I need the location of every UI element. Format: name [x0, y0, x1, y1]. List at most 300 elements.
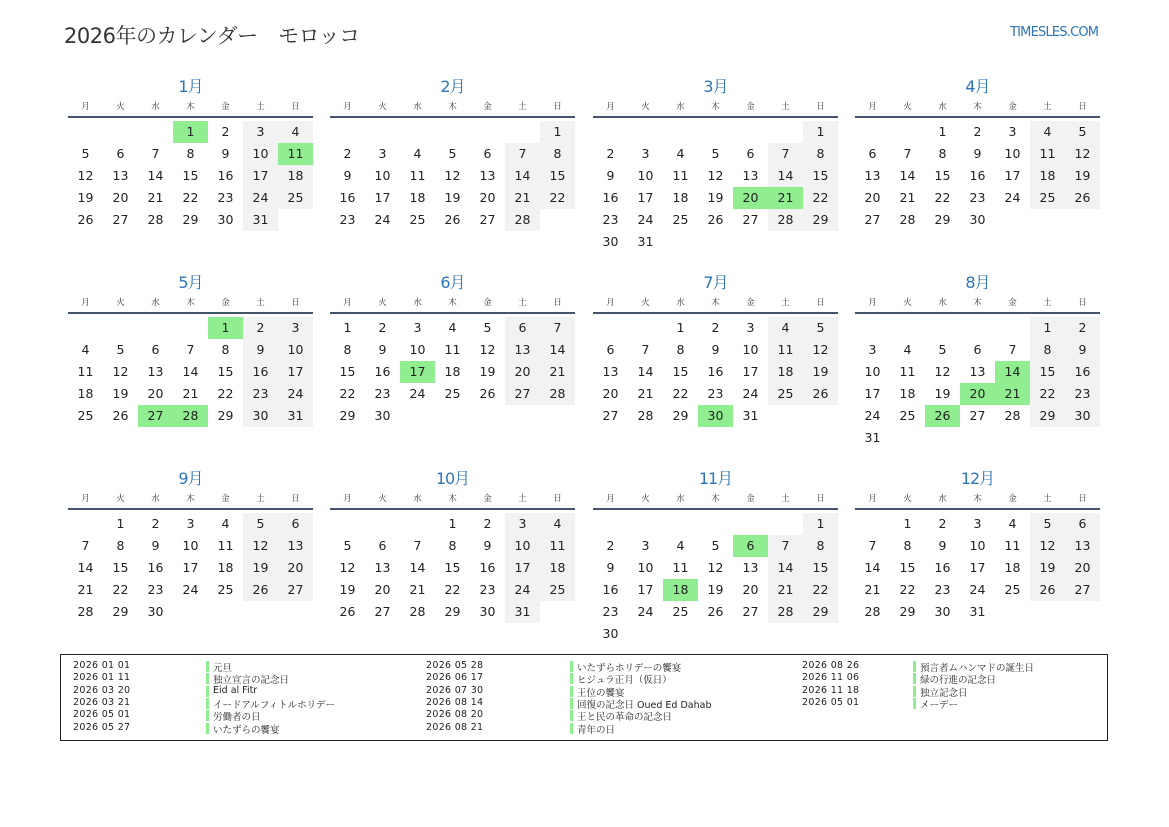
day-cell: 18 — [444, 364, 461, 379]
weekday-header: 火 — [903, 298, 912, 308]
day-cell: 12 — [803, 339, 838, 361]
month-name: 4月 — [965, 77, 990, 96]
day-cell: 30 — [969, 212, 986, 227]
weekday-header: 日 — [553, 494, 562, 504]
day-cell: 12 — [934, 364, 951, 379]
day-cell: 31 — [864, 430, 881, 445]
weekday-header: 木 — [711, 494, 720, 504]
day-cell: 30 — [934, 604, 951, 619]
month-name: 12月 — [960, 469, 995, 488]
day-cell: 6 — [868, 146, 877, 161]
day-cell: 25 — [672, 604, 689, 619]
day-cell: 2 — [1065, 317, 1100, 339]
day-cell: 22 — [540, 187, 575, 209]
month-name: 9月 — [178, 469, 203, 488]
day-cell: 12 — [707, 168, 724, 183]
weekday-header: 木 — [186, 494, 195, 504]
holiday-marker — [570, 673, 573, 684]
day-cell: 29 — [339, 408, 356, 423]
weekday-header: 木 — [973, 494, 982, 504]
day-cell: 9 — [938, 538, 947, 553]
weekday-header: 火 — [116, 494, 125, 504]
day-cell: 2 — [711, 320, 720, 335]
day-cell: 29 — [182, 212, 199, 227]
weekday-header: 土 — [1043, 298, 1052, 308]
day-cell: 3 — [378, 146, 387, 161]
weekday-header: 月 — [81, 102, 90, 112]
weekday-header: 月 — [606, 494, 615, 504]
holiday-name: 独立宣言の記念日 — [213, 675, 290, 687]
day-cell: 27 — [742, 212, 759, 227]
day-cell: 10 — [243, 143, 278, 165]
weekday-header: 日 — [816, 102, 825, 112]
site-link[interactable]: TIMESLES.COM — [1010, 25, 1099, 40]
day-cell: 1 — [903, 516, 912, 531]
month-name: 1月 — [178, 77, 203, 96]
day-cell: 31 — [243, 209, 278, 231]
holiday-date: 2026 03 20 — [73, 684, 131, 696]
day-cell: 22 — [339, 386, 356, 401]
weekday-header: 土 — [518, 102, 527, 112]
weekday-header: 金 — [746, 298, 755, 308]
day-cell: 26 — [77, 212, 94, 227]
holiday-date: 2026 01 11 — [73, 672, 131, 684]
day-cell: 17 — [742, 364, 759, 379]
day-cell: 12 — [479, 342, 496, 357]
day-cell: 15 — [899, 560, 916, 575]
day-cell: 26 — [339, 604, 356, 619]
day-cell: 22 — [112, 582, 129, 597]
day-cell: 30 — [243, 405, 278, 427]
day-cell: 17 — [505, 557, 540, 579]
day-cell: 25 — [540, 579, 575, 601]
weekday-header: 木 — [448, 298, 457, 308]
month-block — [855, 74, 1100, 264]
day-cell: 4 — [1008, 516, 1017, 531]
day-cell: 24 — [374, 212, 391, 227]
month-divider — [68, 312, 313, 314]
weekday-header: 水 — [413, 102, 422, 112]
day-cell: 7 — [641, 342, 650, 357]
day-cell: 10 — [637, 168, 654, 183]
day-cell: 16 — [602, 582, 619, 597]
holiday-cell: 14 — [995, 361, 1030, 383]
day-cell: 11 — [768, 339, 803, 361]
month-block — [593, 74, 838, 264]
day-cell: 18 — [1030, 165, 1065, 187]
day-cell: 1 — [803, 121, 838, 143]
page-title: 2026年のカレンダー モロッコ — [64, 24, 360, 48]
day-cell: 20 — [374, 582, 391, 597]
holiday-name: いたずらの饗宴 — [213, 724, 280, 736]
day-cell: 5 — [711, 146, 720, 161]
day-cell: 28 — [864, 604, 881, 619]
day-cell: 6 — [116, 146, 125, 161]
day-cell: 18 — [409, 190, 426, 205]
holiday-legend — [60, 654, 1108, 741]
weekday-header: 木 — [448, 102, 457, 112]
day-cell: 10 — [505, 535, 540, 557]
day-cell: 23 — [1065, 383, 1100, 405]
weekday-header: 日 — [291, 298, 300, 308]
day-cell: 30 — [602, 234, 619, 249]
holiday-name: 緑の行進の記念日 — [920, 675, 997, 687]
day-cell: 11 — [540, 535, 575, 557]
day-cell: 15 — [112, 560, 129, 575]
month-block — [68, 466, 313, 656]
day-cell: 19 — [1065, 165, 1100, 187]
holiday-date: 2026 08 20 — [426, 709, 484, 721]
month-name: 8月 — [965, 273, 990, 292]
day-cell: 9 — [973, 146, 982, 161]
weekday-header: 月 — [81, 494, 90, 504]
day-cell: 5 — [448, 146, 457, 161]
holiday-cell: 1 — [173, 121, 208, 143]
weekday-header: 金 — [483, 298, 492, 308]
weekday-header: 水 — [938, 102, 947, 112]
day-cell: 5 — [116, 342, 125, 357]
day-cell: 17 — [374, 190, 391, 205]
day-cell: 9 — [151, 538, 160, 553]
day-cell: 8 — [448, 538, 457, 553]
day-cell: 14 — [768, 557, 803, 579]
day-cell: 8 — [540, 143, 575, 165]
day-cell: 2 — [606, 538, 615, 553]
weekday-header: 月 — [868, 298, 877, 308]
day-cell: 2 — [378, 320, 387, 335]
month-divider — [330, 116, 575, 118]
month-name: 11月 — [698, 469, 733, 488]
day-cell: 30 — [602, 626, 619, 641]
day-cell: 8 — [938, 146, 947, 161]
day-cell: 14 — [147, 168, 164, 183]
day-cell: 5 — [243, 513, 278, 535]
day-cell: 6 — [746, 146, 755, 161]
weekday-header: 金 — [483, 494, 492, 504]
day-cell: 30 — [374, 408, 391, 423]
day-cell: 23 — [374, 386, 391, 401]
day-cell: 25 — [278, 187, 313, 209]
day-cell: 20 — [479, 190, 496, 205]
holiday-marker — [206, 698, 209, 709]
day-cell: 30 — [217, 212, 234, 227]
month-block — [593, 270, 838, 460]
day-cell: 16 — [969, 168, 986, 183]
day-cell: 3 — [1008, 124, 1017, 139]
day-cell: 29 — [112, 604, 129, 619]
day-cell: 13 — [278, 535, 313, 557]
holiday-marker — [206, 710, 209, 721]
day-cell: 5 — [343, 538, 352, 553]
day-cell: 18 — [899, 386, 916, 401]
holiday-name: Eid al Fitr — [213, 684, 258, 696]
day-cell: 12 — [444, 168, 461, 183]
day-cell: 21 — [147, 190, 164, 205]
holiday-cell: 11 — [278, 143, 313, 165]
day-cell: 2 — [221, 124, 230, 139]
holiday-cell: 21 — [995, 383, 1030, 405]
weekday-header: 月 — [606, 102, 615, 112]
day-cell: 9 — [606, 560, 615, 575]
weekday-header: 木 — [711, 298, 720, 308]
day-cell: 28 — [540, 383, 575, 405]
day-cell: 26 — [707, 212, 724, 227]
day-cell: 27 — [479, 212, 496, 227]
day-cell: 5 — [938, 342, 947, 357]
day-cell: 1 — [803, 513, 838, 535]
day-cell: 15 — [934, 168, 951, 183]
day-cell: 11 — [77, 364, 94, 379]
day-cell: 1 — [540, 121, 575, 143]
holiday-name: 王と民の革命の記念日 — [577, 712, 673, 724]
day-cell: 23 — [243, 383, 278, 405]
day-cell: 15 — [444, 560, 461, 575]
day-cell: 26 — [243, 579, 278, 601]
day-cell: 13 — [479, 168, 496, 183]
day-cell: 15 — [1030, 361, 1065, 383]
day-cell: 5 — [711, 538, 720, 553]
weekday-header: 土 — [781, 494, 790, 504]
holiday-cell: 18 — [663, 579, 698, 601]
day-cell: 17 — [637, 190, 654, 205]
weekday-header: 日 — [291, 102, 300, 112]
weekday-header: 木 — [973, 298, 982, 308]
weekday-header: 月 — [868, 102, 877, 112]
day-cell: 6 — [483, 146, 492, 161]
weekday-header: 土 — [781, 298, 790, 308]
weekday-header: 水 — [938, 298, 947, 308]
day-cell: 8 — [116, 538, 125, 553]
day-cell: 29 — [934, 212, 951, 227]
day-cell: 22 — [899, 582, 916, 597]
day-cell: 15 — [803, 165, 838, 187]
holiday-cell: 20 — [960, 383, 995, 405]
day-cell: 4 — [448, 320, 457, 335]
weekday-header: 火 — [903, 494, 912, 504]
month-name: 5月 — [178, 273, 203, 292]
day-cell: 28 — [1004, 408, 1021, 423]
day-cell: 4 — [413, 146, 422, 161]
month-divider — [855, 312, 1100, 314]
day-cell: 31 — [505, 601, 540, 623]
holiday-marker — [570, 661, 573, 672]
holiday-date: 2026 05 01 — [73, 709, 131, 721]
weekday-header: 火 — [641, 102, 650, 112]
day-cell: 31 — [278, 405, 313, 427]
day-cell: 30 — [1065, 405, 1100, 427]
month-divider — [593, 312, 838, 314]
day-cell: 13 — [374, 560, 391, 575]
day-cell: 28 — [768, 601, 803, 623]
day-cell: 9 — [483, 538, 492, 553]
month-divider — [593, 508, 838, 510]
day-cell: 21 — [864, 582, 881, 597]
weekday-header: 土 — [256, 102, 265, 112]
day-cell: 8 — [803, 535, 838, 557]
weekday-header: 火 — [641, 494, 650, 504]
day-cell: 20 — [1065, 557, 1100, 579]
day-cell: 27 — [1065, 579, 1100, 601]
month-divider — [593, 116, 838, 118]
day-cell: 3 — [278, 317, 313, 339]
day-cell: 7 — [768, 535, 803, 557]
day-cell: 8 — [803, 143, 838, 165]
day-cell: 10 — [637, 560, 654, 575]
day-cell: 21 — [505, 187, 540, 209]
day-cell: 4 — [676, 538, 685, 553]
month-divider — [68, 508, 313, 510]
day-cell: 3 — [746, 320, 755, 335]
holiday-date: 2026 05 28 — [426, 660, 484, 671]
day-cell: 4 — [903, 342, 912, 357]
day-cell: 14 — [899, 168, 916, 183]
day-cell: 7 — [81, 538, 90, 553]
day-cell: 19 — [112, 386, 129, 401]
day-cell: 11 — [444, 342, 461, 357]
day-cell: 19 — [243, 557, 278, 579]
day-cell: 24 — [637, 212, 654, 227]
day-cell: 8 — [186, 146, 195, 161]
day-cell: 2 — [973, 124, 982, 139]
day-cell: 11 — [1004, 538, 1021, 553]
day-cell: 19 — [1030, 557, 1065, 579]
day-cell: 8 — [903, 538, 912, 553]
day-cell: 4 — [768, 317, 803, 339]
day-cell: 10 — [409, 342, 426, 357]
holiday-name: 青年の日 — [577, 724, 616, 736]
day-cell: 29 — [444, 604, 461, 619]
day-cell: 28 — [147, 212, 164, 227]
holiday-name: 王位の饗宴 — [577, 687, 625, 699]
day-cell: 24 — [1004, 190, 1021, 205]
day-cell: 18 — [540, 557, 575, 579]
day-cell: 19 — [934, 386, 951, 401]
day-cell: 16 — [707, 364, 724, 379]
day-cell: 6 — [973, 342, 982, 357]
weekday-header: 水 — [676, 102, 685, 112]
day-cell: 19 — [77, 190, 94, 205]
day-cell: 27 — [374, 604, 391, 619]
day-cell: 21 — [409, 582, 426, 597]
weekday-header: 水 — [676, 298, 685, 308]
weekday-header: 月 — [343, 298, 352, 308]
weekday-header: 金 — [1008, 102, 1017, 112]
weekday-header: 木 — [186, 102, 195, 112]
day-cell: 1 — [1030, 317, 1065, 339]
day-cell: 18 — [768, 361, 803, 383]
holiday-cell: 30 — [698, 405, 733, 427]
day-cell: 8 — [343, 342, 352, 357]
day-cell: 15 — [803, 557, 838, 579]
holiday-date: 2026 08 14 — [426, 696, 484, 708]
holiday-cell: 20 — [733, 187, 768, 209]
month-divider — [330, 508, 575, 510]
day-cell: 12 — [112, 364, 129, 379]
holiday-name: メーデー — [920, 699, 959, 711]
day-cell: 19 — [479, 364, 496, 379]
day-cell: 24 — [742, 386, 759, 401]
day-cell: 18 — [278, 165, 313, 187]
weekday-header: 水 — [676, 494, 685, 504]
weekday-header: 土 — [256, 494, 265, 504]
day-cell: 26 — [803, 383, 838, 405]
weekday-header: 日 — [816, 494, 825, 504]
day-cell: 9 — [243, 339, 278, 361]
holiday-name: 預言者ムハンマドの誕生日 — [920, 663, 1035, 674]
day-cell: 16 — [602, 190, 619, 205]
day-cell: 10 — [864, 364, 881, 379]
day-cell: 3 — [413, 320, 422, 335]
weekday-header: 金 — [221, 102, 230, 112]
day-cell: 29 — [899, 604, 916, 619]
day-cell: 5 — [1065, 121, 1100, 143]
day-cell: 2 — [606, 146, 615, 161]
day-cell: 6 — [606, 342, 615, 357]
day-cell: 31 — [637, 234, 654, 249]
day-cell: 7 — [540, 317, 575, 339]
holiday-cell: 1 — [208, 317, 243, 339]
day-cell: 3 — [641, 538, 650, 553]
holiday-marker — [913, 686, 916, 697]
holiday-marker — [206, 723, 209, 734]
day-cell: 1 — [676, 320, 685, 335]
month-name: 3月 — [703, 77, 728, 96]
day-cell: 12 — [1030, 535, 1065, 557]
month-block — [855, 270, 1100, 460]
day-cell: 23 — [707, 386, 724, 401]
day-cell: 16 — [339, 190, 356, 205]
day-cell: 9 — [711, 342, 720, 357]
weekday-header: 火 — [378, 102, 387, 112]
day-cell: 3 — [973, 516, 982, 531]
day-cell: 30 — [147, 604, 164, 619]
day-cell: 11 — [1030, 143, 1065, 165]
holiday-name: ヒジュラ正月（仮日） — [577, 675, 672, 687]
day-cell: 25 — [768, 383, 803, 405]
day-cell: 21 — [899, 190, 916, 205]
day-cell: 4 — [278, 121, 313, 143]
day-cell: 25 — [899, 408, 916, 423]
day-cell: 15 — [540, 165, 575, 187]
month-divider — [855, 508, 1100, 510]
holiday-date: 2026 01 01 — [73, 660, 131, 671]
weekday-header: 土 — [781, 102, 790, 112]
weekday-header: 日 — [553, 102, 562, 112]
holiday-marker — [206, 673, 209, 684]
day-cell: 4 — [221, 516, 230, 531]
day-cell: 19 — [339, 582, 356, 597]
holiday-marker — [206, 686, 209, 697]
weekday-header: 土 — [1043, 494, 1052, 504]
day-cell: 3 — [186, 516, 195, 531]
holiday-marker — [913, 698, 916, 709]
weekday-header: 金 — [746, 494, 755, 504]
day-cell: 22 — [1030, 383, 1065, 405]
day-cell: 3 — [641, 146, 650, 161]
day-cell: 24 — [409, 386, 426, 401]
day-cell: 1 — [448, 516, 457, 531]
weekday-header: 水 — [413, 494, 422, 504]
holiday-date: 2026 08 21 — [426, 721, 484, 733]
day-cell: 18 — [672, 190, 689, 205]
day-cell: 2 — [938, 516, 947, 531]
holiday-name: いたずらホリデーの饗宴 — [577, 663, 682, 674]
month-block — [593, 466, 838, 656]
day-cell: 25 — [1004, 582, 1021, 597]
day-cell: 12 — [1065, 143, 1100, 165]
day-cell: 5 — [1030, 513, 1065, 535]
day-cell: 29 — [217, 408, 234, 423]
